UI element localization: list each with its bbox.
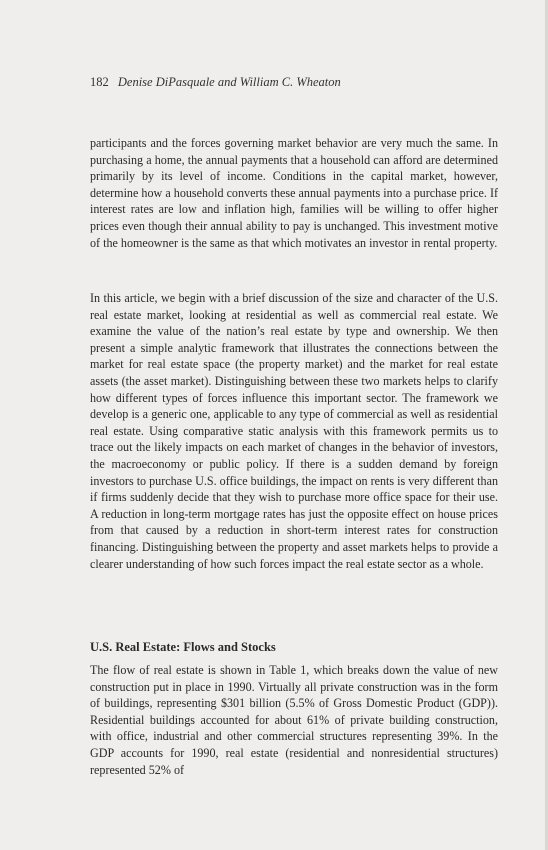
running-head-authors: Denise DiPasquale and William C. Wheaton (117, 75, 341, 89)
running-head (90, 75, 341, 90)
paragraph-1: participants and the forces governing market behavior are very much the same. In purchasing a home, the annual payments that a household can afford are determined primarily by its level of income. Conditions in the capital market, however, determine how a household converts these annual payments into a purchase price. If interest rates are low and inflation high, families will be willing to offer higher prices even though their annual ability to pay is unchanged. This investment motive of the homeowner is the same as that which motivates an investor in rental property. (90, 136, 498, 250)
paragraph-3: The flow of real estate is shown in Table 1, which breaks down the value of new construction put in place in 1990. Virtually all private construction was in the form of buildings, representing $301 billion (5.5% of Gross Domestic Product (GDP)). Residential buildings accounted for about 61% of private building construction, with office, industrial and other commercial structures representing 39%. In the GDP accounts for 1990, real estate (residential and nonresidential structures) represented 52% of (90, 663, 498, 777)
section-heading: U.S. Real Estate: Flows and Stocks (90, 640, 276, 654)
page-number: 182 (90, 75, 109, 89)
paragraph-2: In this article, we begin with a brief discussion of the size and character of the U.S. real estate market, looking at residential as well as commercial real estate. We examine the value of the nation’s real estate by type and ownership. We then present a simple analytic framework that illustrates the connections between the market for real estate space (the property market) and the market for real estate assets (the asset market). Distinguishing between these two markets helps to clarify how different types of forces influence this important sector. The framework we develop is a generic one, applicable to any type of commercial as well as residential real estate. Using comparative static analysis with this framework permits us to trace out the likely impacts on each market of changes in the behavior of investors, the macroeconomy or public policy. If there is a sudden demand by foreign investors to purchase U.S. office buildings, the impact on rents is very different than if firms suddenly decide that they wish to purchase more office space for their use. A reduction in long-term mortgage rates has just the opposite effect on house prices from that caused by a reduction in short-term interest rates for construction financing. Distinguishing between the property and asset markets helps to provide a clearer understanding of how such forces impact the real estate sector as a whole. (90, 291, 498, 571)
